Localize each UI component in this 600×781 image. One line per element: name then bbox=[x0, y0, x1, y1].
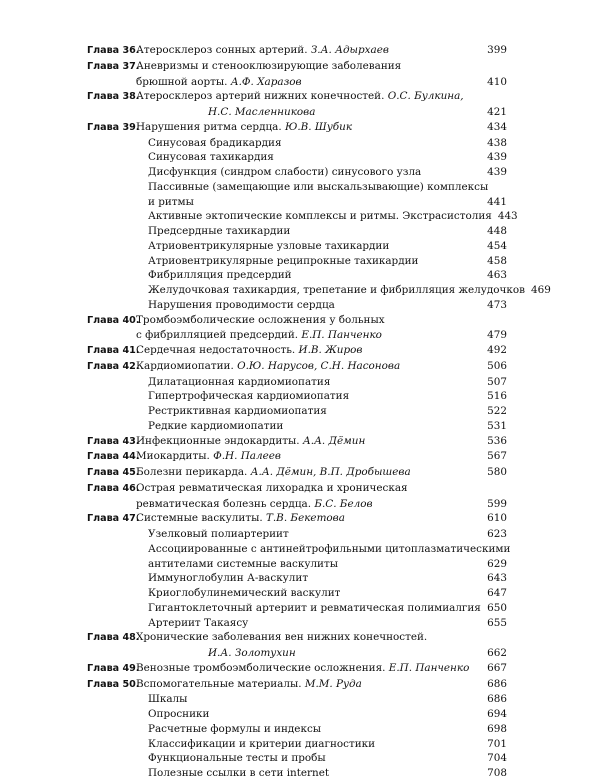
page-number: 643 bbox=[487, 572, 507, 585]
entry-title bbox=[136, 224, 290, 239]
page-number: 599 bbox=[487, 497, 507, 510]
entry-text: Редкие кардиомиопатии bbox=[148, 419, 284, 432]
entry-title bbox=[136, 586, 340, 601]
entry-title bbox=[136, 557, 338, 572]
entry-title bbox=[136, 283, 525, 298]
page-number: 479 bbox=[487, 329, 507, 342]
page-number: 441 bbox=[487, 195, 507, 208]
page-number: 580 bbox=[487, 466, 507, 478]
toc-entry-line[interactable] bbox=[87, 298, 507, 313]
page-number: 439 bbox=[487, 166, 507, 178]
page-number: 443 bbox=[497, 210, 518, 223]
entry-title bbox=[136, 313, 385, 328]
entry-title bbox=[136, 571, 308, 586]
entry-text: с фибрилляцией предсердий. bbox=[136, 329, 302, 342]
toc-entry-line[interactable] bbox=[87, 766, 507, 781]
entry-title bbox=[136, 209, 492, 224]
entry-author: А.А. Дёмин bbox=[302, 434, 366, 447]
entry-title bbox=[136, 254, 418, 269]
toc-chapter-line[interactable] bbox=[87, 120, 507, 136]
toc-entry-line[interactable] bbox=[87, 150, 507, 165]
entry-text: Атриовентрикулярные реципрокные тахикардии bbox=[148, 254, 419, 267]
toc-chapter-line[interactable] bbox=[87, 465, 507, 481]
entry-text: Синусовая брадикардия bbox=[148, 136, 282, 149]
page-number: 492 bbox=[487, 344, 507, 356]
entry-text: Пассивные (замещающие или выскальзывающие) комплексы bbox=[148, 180, 489, 193]
entry-title bbox=[136, 195, 194, 210]
page-number: 463 bbox=[487, 269, 507, 282]
toc-entry-line[interactable] bbox=[87, 751, 507, 766]
page-number: 650 bbox=[487, 601, 507, 614]
entry-text: и ритмы bbox=[148, 195, 194, 208]
entry-text: Тромбоэмболические осложнения у больных bbox=[136, 313, 385, 326]
entry-title bbox=[136, 707, 209, 722]
entry-author: М.М. Руда bbox=[304, 677, 362, 690]
toc-chapter-line[interactable] bbox=[87, 89, 507, 105]
entry-text: Опросники bbox=[148, 708, 210, 720]
table-of-contents bbox=[87, 43, 551, 781]
page-number: 469 bbox=[531, 284, 551, 296]
entry-title bbox=[136, 542, 510, 557]
entry-title bbox=[136, 389, 349, 404]
page-number: 410 bbox=[487, 75, 507, 88]
entry-text: Сердечная недостаточность. bbox=[136, 344, 299, 356]
entry-title bbox=[136, 239, 389, 254]
entry-title bbox=[136, 661, 469, 676]
entry-text: Полезные ссылки в сети internet bbox=[148, 767, 330, 779]
toc-entry-line[interactable] bbox=[87, 224, 507, 239]
page-number: 701 bbox=[487, 737, 507, 750]
toc-entry-line[interactable] bbox=[87, 105, 507, 120]
page-number: 698 bbox=[487, 722, 507, 735]
page-number: 655 bbox=[487, 616, 507, 629]
entry-title bbox=[136, 59, 401, 74]
toc-entry-line[interactable] bbox=[87, 268, 507, 283]
toc-entry-line[interactable] bbox=[87, 616, 507, 631]
toc-entry-line[interactable] bbox=[87, 737, 507, 752]
entry-title bbox=[136, 737, 375, 752]
chapter-prefix: Глава 49. bbox=[87, 662, 140, 674]
toc-entry-line[interactable] bbox=[87, 180, 507, 195]
chapter-prefix: Глава 50. bbox=[87, 678, 140, 690]
page-number: 694 bbox=[487, 708, 507, 720]
toc-chapter-line[interactable] bbox=[87, 481, 507, 497]
toc-entry-line[interactable] bbox=[87, 404, 507, 419]
toc-entry-line[interactable] bbox=[87, 239, 507, 254]
toc-entry-line[interactable] bbox=[87, 646, 507, 661]
toc-chapter-line[interactable] bbox=[87, 449, 507, 465]
entry-text: Активные эктопические комплексы и ритмы. Экстрасистолия bbox=[148, 210, 492, 223]
entry-text: Острая ревматическая лихорадка и хроническая bbox=[136, 481, 408, 494]
entry-text: Дилатационная кардиомиопатия bbox=[148, 375, 331, 388]
entry-text: Кардиомиопатии. bbox=[136, 359, 238, 372]
entry-text: Рестриктивная кардиомиопатия bbox=[148, 405, 327, 417]
entry-title bbox=[136, 616, 248, 631]
entry-author: Ю.В. Шубик bbox=[284, 120, 353, 133]
toc-entry-line[interactable] bbox=[87, 571, 507, 586]
chapter-prefix: Глава 44. bbox=[87, 451, 140, 463]
page-number: 448 bbox=[487, 225, 507, 237]
chapter-prefix: Глава 40. bbox=[87, 314, 140, 326]
entry-text: Функциональные тесты и пробы bbox=[148, 752, 326, 765]
entry-title bbox=[136, 136, 282, 151]
entry-text: Гигантоклеточный артериит и ревматическая полимиалгия bbox=[148, 601, 481, 614]
chapter-prefix: Глава 48. bbox=[87, 632, 140, 644]
entry-text: Атеросклероз артерий нижних конечностей. bbox=[136, 90, 388, 103]
entry-text: Болезни перикарда. bbox=[136, 466, 251, 478]
entry-title bbox=[136, 404, 327, 419]
chapter-prefix: Глава 46. bbox=[87, 482, 140, 494]
page-number: 399 bbox=[487, 44, 507, 56]
entry-author: И.В. Жиров bbox=[298, 344, 363, 356]
toc-chapter-line[interactable] bbox=[87, 59, 507, 75]
entry-title bbox=[136, 449, 281, 464]
page-number: 473 bbox=[487, 298, 507, 311]
entry-text: Криоглобулинемический васкулит bbox=[148, 587, 341, 599]
entry-title bbox=[136, 165, 421, 180]
page-number: 536 bbox=[487, 434, 507, 447]
page-number: 629 bbox=[487, 557, 507, 570]
page-number: 531 bbox=[487, 419, 507, 432]
toc-entry-line[interactable] bbox=[87, 601, 507, 616]
page-number: 708 bbox=[487, 767, 507, 779]
entry-author: И.А. Золотухин bbox=[208, 647, 296, 659]
entry-title bbox=[136, 89, 464, 104]
toc-chapter-line[interactable] bbox=[87, 677, 507, 693]
toc-chapter-line[interactable] bbox=[87, 359, 507, 375]
page-number: 516 bbox=[487, 390, 507, 403]
toc-entry-line[interactable] bbox=[87, 707, 507, 722]
entry-text: Нарушения ритма сердца. bbox=[136, 120, 285, 133]
entry-text: Ассоциированные с антинейтрофильными цитоплазматическими bbox=[148, 542, 511, 555]
toc-entry-line[interactable] bbox=[87, 136, 507, 151]
entry-author: О.Ю. Нарусов, С.Н. Насонова bbox=[237, 359, 401, 372]
entry-author: Т.В. Бекетова bbox=[265, 512, 345, 525]
entry-title bbox=[136, 511, 345, 526]
entry-text: Хронические заболевания вен нижних конечностей. bbox=[136, 631, 428, 644]
entry-author: Б.С. Белов bbox=[314, 497, 373, 510]
entry-text: брюшной аорты. bbox=[136, 75, 231, 88]
toc-entry-line[interactable] bbox=[87, 75, 507, 90]
page-number: 686 bbox=[487, 677, 507, 690]
toc-chapter-line[interactable] bbox=[87, 661, 507, 677]
toc-entry-line[interactable] bbox=[87, 419, 507, 434]
page-number: 522 bbox=[487, 405, 507, 417]
chapter-prefix: Глава 37. bbox=[87, 60, 140, 72]
entry-title bbox=[136, 630, 427, 645]
entry-text: Инфекционные эндокардиты. bbox=[136, 434, 303, 447]
entry-text: Нарушения проводимости сердца bbox=[148, 298, 335, 311]
entry-text: Фибрилляция предсердий bbox=[148, 269, 292, 282]
page-number: 458 bbox=[487, 254, 507, 267]
entry-title bbox=[136, 150, 274, 165]
entry-author: О.С. Булкина, bbox=[387, 90, 464, 103]
entry-title bbox=[136, 601, 481, 616]
entry-title bbox=[136, 343, 362, 358]
page-number: 567 bbox=[487, 450, 507, 463]
entry-author: Е.П. Панченко bbox=[388, 661, 470, 674]
toc-entry-line[interactable] bbox=[87, 195, 507, 210]
entry-title bbox=[136, 375, 330, 390]
page-number: 438 bbox=[487, 136, 507, 149]
toc-entry-line[interactable] bbox=[87, 542, 511, 557]
entry-text: Классификации и критерии диагностики bbox=[148, 737, 376, 750]
entry-author: Ф.Н. Палеев bbox=[213, 450, 281, 463]
entry-title bbox=[136, 692, 187, 707]
entry-title bbox=[136, 268, 292, 283]
entry-text: Вспомогательные материалы. bbox=[136, 677, 305, 690]
toc-chapter-line[interactable] bbox=[87, 511, 507, 527]
page-number: 686 bbox=[487, 693, 507, 706]
toc-entry-line[interactable] bbox=[87, 209, 518, 224]
entry-text: Миокардиты. bbox=[136, 450, 214, 463]
chapter-prefix: Глава 39. bbox=[87, 121, 140, 133]
entry-title bbox=[136, 751, 326, 766]
page-number: 704 bbox=[487, 752, 507, 765]
page-number: 506 bbox=[487, 359, 507, 372]
entry-text: Расчетные формулы и индексы bbox=[148, 722, 322, 735]
page-number: 454 bbox=[487, 239, 507, 252]
entry-text: Аневризмы и стенооклюзирующие заболевания bbox=[136, 59, 402, 72]
toc-entry-line[interactable] bbox=[87, 692, 507, 707]
chapter-prefix: Глава 36. bbox=[87, 45, 140, 56]
entry-title bbox=[136, 328, 382, 343]
page-number: 647 bbox=[487, 587, 507, 599]
chapter-prefix: Глава 42. bbox=[87, 360, 140, 372]
entry-author: А.Ф. Харазов bbox=[230, 75, 302, 88]
toc-entry-line[interactable] bbox=[87, 722, 507, 737]
entry-title bbox=[136, 298, 335, 313]
entry-text: Шкалы bbox=[148, 693, 188, 706]
entry-title bbox=[136, 120, 352, 135]
page-number: 507 bbox=[487, 375, 507, 388]
chapter-prefix: Глава 45. bbox=[87, 467, 140, 478]
entry-title bbox=[136, 434, 365, 449]
entry-title bbox=[136, 105, 315, 120]
chapter-prefix: Глава 41. bbox=[87, 345, 140, 356]
entry-author: Н.С. Масленникова bbox=[208, 106, 316, 118]
entry-text: ревматическая болезнь сердца. bbox=[136, 497, 315, 510]
toc-chapter-line[interactable] bbox=[87, 313, 507, 329]
entry-text: Артериит Такаясу bbox=[148, 616, 249, 629]
entry-title bbox=[136, 180, 488, 195]
entry-author: Е.П. Панченко bbox=[301, 329, 382, 342]
toc-chapter-line[interactable] bbox=[87, 630, 507, 646]
toc-entry-line[interactable] bbox=[87, 586, 507, 601]
toc-chapter-line[interactable] bbox=[87, 434, 507, 450]
entry-text: Предсердные тахикардии bbox=[148, 225, 291, 237]
toc-entry-line[interactable] bbox=[87, 328, 507, 343]
page-number: 610 bbox=[487, 512, 507, 525]
toc-entry-line[interactable] bbox=[87, 165, 507, 180]
entry-text: Желудочковая тахикардия, трепетание и фибрилляция желудочков bbox=[148, 284, 526, 296]
entry-text: Атриовентрикулярные узловые тахикардии bbox=[148, 239, 390, 252]
entry-title bbox=[136, 527, 289, 542]
entry-title bbox=[136, 481, 408, 496]
page-number: 662 bbox=[487, 647, 507, 659]
entry-title bbox=[136, 419, 283, 434]
toc-entry-line[interactable] bbox=[87, 527, 507, 542]
entry-text: Атеросклероз сонных артерий. bbox=[136, 44, 311, 56]
toc-chapter-line[interactable] bbox=[87, 43, 507, 59]
page-number: 667 bbox=[487, 661, 507, 674]
entry-author: А.А. Дёмин, В.П. Дробышева bbox=[250, 466, 411, 478]
page-number: 439 bbox=[487, 151, 507, 164]
entry-text: Узелковый полиартериит bbox=[148, 528, 289, 540]
entry-text: Синусовая тахикардия bbox=[148, 151, 274, 164]
page-number: 623 bbox=[487, 528, 507, 540]
chapter-prefix: Глава 47. bbox=[87, 513, 140, 525]
entry-title bbox=[136, 677, 362, 692]
entry-title bbox=[136, 766, 329, 781]
toc-chapter-line[interactable] bbox=[87, 343, 507, 359]
entry-title bbox=[136, 722, 321, 737]
toc-entry-line[interactable] bbox=[87, 557, 507, 572]
entry-author: З.А. Адырхаев bbox=[310, 44, 389, 56]
toc-entry-line[interactable] bbox=[87, 254, 507, 269]
entry-text: Венозные тромбоэмболические осложнения. bbox=[136, 661, 389, 674]
entry-text: антителами системные васкулиты bbox=[148, 557, 339, 570]
entry-text: Системные васкулиты. bbox=[136, 512, 266, 525]
entry-title bbox=[136, 43, 389, 58]
entry-title bbox=[136, 646, 296, 661]
toc-entry-line[interactable] bbox=[87, 497, 507, 512]
entry-title bbox=[136, 465, 411, 480]
entry-title bbox=[136, 75, 302, 90]
entry-text: Дисфункция (синдром слабости) синусового узла bbox=[148, 166, 422, 178]
page-number: 421 bbox=[487, 106, 507, 118]
entry-title bbox=[136, 359, 400, 374]
toc-entry-line[interactable] bbox=[87, 375, 507, 390]
page-number: 434 bbox=[487, 120, 507, 133]
entry-text: Иммуноглобулин А-васкулит bbox=[148, 572, 309, 585]
toc-entry-line[interactable] bbox=[87, 283, 551, 298]
chapter-prefix: Глава 43. bbox=[87, 435, 140, 447]
entry-text: Гипертрофическая кардиомиопатия bbox=[148, 390, 350, 403]
toc-entry-line[interactable] bbox=[87, 389, 507, 404]
entry-title bbox=[136, 497, 373, 512]
chapter-prefix: Глава 38. bbox=[87, 91, 140, 103]
